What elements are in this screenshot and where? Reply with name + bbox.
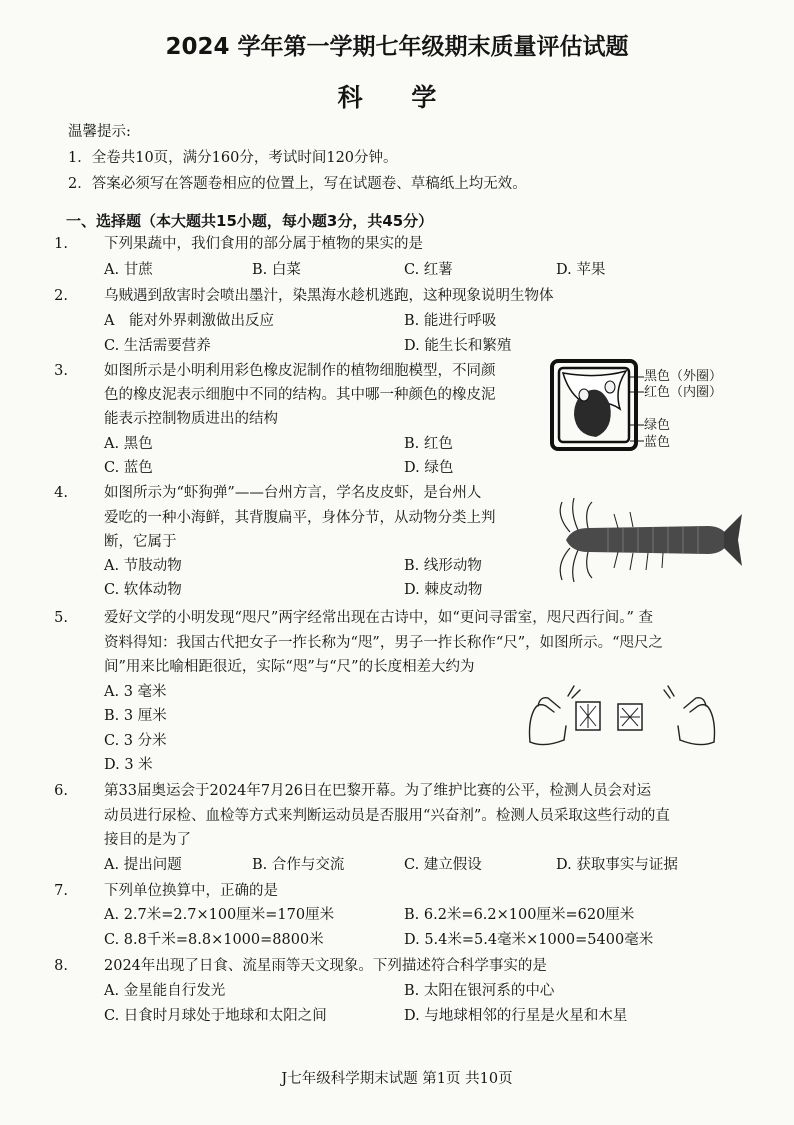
question-text: 接目的是为了 bbox=[104, 832, 191, 848]
option-c: C. 软体动物 bbox=[104, 582, 182, 598]
option-a: A. 3 毫米 bbox=[104, 684, 167, 700]
option-c: C. 蓝色 bbox=[104, 460, 153, 476]
question-text: 能表示控制物质进出的结构 bbox=[104, 411, 278, 427]
option-c: C. 3 分米 bbox=[104, 733, 167, 749]
option-c: C. 生活需要营养 bbox=[104, 338, 211, 354]
cell-label-black: 黑色（外圈） bbox=[644, 369, 723, 384]
option-d: D. 苹果 bbox=[556, 262, 606, 278]
cell-label-red: 红色（内圈） bbox=[644, 385, 723, 400]
option-a: A. 2.7米=2.7×100厘米=170厘米 bbox=[104, 907, 335, 923]
option-d: D. 5.4米=5.4毫米×1000=5400毫米 bbox=[404, 932, 654, 948]
hand-span-figure bbox=[524, 682, 720, 754]
question-number: 8. bbox=[54, 958, 68, 974]
page-footer: J七年级科学期末试题 第1页 共10页 bbox=[281, 1071, 513, 1087]
option-d: D. 棘皮动物 bbox=[404, 582, 483, 598]
notice-item: 1．全卷共10页，满分160分，考试时间120分钟。 bbox=[68, 150, 398, 166]
question-number: 4. bbox=[54, 485, 68, 501]
question-text: 如图所示为“虾狗弹”——台州方言，学名皮皮虾，是台州人 bbox=[104, 485, 482, 501]
question-number: 3. bbox=[54, 363, 68, 379]
option-a: A. 黑色 bbox=[104, 436, 153, 452]
option-d: D. 获取事实与证据 bbox=[556, 857, 678, 873]
question-text: 动员进行尿检、血检等方式来判断运动员是否服用“兴奋剂”。检测人员采取这些行动的直 bbox=[104, 808, 670, 824]
question-text: 第33届奥运会于2024年7月26日在巴黎开幕。为了维护比赛的公平，检测人员会对运 bbox=[104, 783, 652, 799]
question-number: 5. bbox=[54, 610, 68, 626]
option-b: B. 线形动物 bbox=[404, 558, 482, 574]
option-c: C. 建立假设 bbox=[404, 857, 482, 873]
subject-title: 科 学 bbox=[337, 83, 457, 112]
question-text: 资料得知：我国古代把女子一拃长称为“咫”，男子一拃长称作“尺”，如图所示。“咫尺之 bbox=[104, 635, 664, 651]
option-c: C. 红薯 bbox=[404, 262, 453, 278]
question-number: 1. bbox=[54, 236, 68, 252]
option-a: A. 金星能自行发光 bbox=[104, 983, 226, 999]
option-b: B. 3 厘米 bbox=[104, 708, 167, 724]
question-text: 乌贼遇到敌害时会喷出墨汁，染黑海水趁机逃跑，这种现象说明生物体 bbox=[104, 288, 554, 304]
option-b: B. 能进行呼吸 bbox=[404, 313, 497, 329]
option-a: A. 提出问题 bbox=[104, 857, 182, 873]
question-text: 色的橡皮泥表示细胞中不同的结构。其中哪一种颜色的橡皮泥 bbox=[104, 387, 496, 403]
question-number: 7. bbox=[54, 883, 68, 899]
question-text: 断，它属于 bbox=[104, 534, 177, 550]
option-b: B. 6.2米=6.2×100厘米=620厘米 bbox=[404, 907, 635, 923]
exam-title: 2024 学年第一学期七年级期末质量评估试题 bbox=[165, 34, 629, 60]
cell-label-blue: 蓝色 bbox=[644, 435, 671, 450]
option-b: B. 太阳在银河系的中心 bbox=[404, 983, 555, 999]
option-b: B. 白菜 bbox=[252, 262, 301, 278]
question-text: 下列果蔬中，我们食用的部分属于植物的果实的是 bbox=[104, 236, 423, 252]
option-c: C. 8.8千米=8.8×1000=8800米 bbox=[104, 932, 324, 948]
option-d: D. 能生长和繁殖 bbox=[404, 338, 512, 354]
section-heading: 一、选择题（本大题共15小题，每小题3分，共45分） bbox=[66, 212, 434, 230]
question-text: 下列单位换算中，正确的是 bbox=[104, 883, 278, 899]
question-text: 爱吃的一种小海鲜，其背腹扁平，身体分节，从动物分类上判 bbox=[104, 510, 496, 526]
option-d: D. 绿色 bbox=[404, 460, 454, 476]
question-text: 爱好文学的小明发现“咫尺”两字经常出现在古诗中，如“更问寻雷室，咫尺西行间。” 查 bbox=[104, 610, 654, 626]
option-a: A. 甘蔗 bbox=[104, 262, 153, 278]
question-text: 2024年出现了日食、流星雨等天文现象。下列描述符合科学事实的是 bbox=[104, 958, 547, 974]
option-c: C. 日食时月球处于地球和太阳之间 bbox=[104, 1008, 327, 1024]
notice-heading: 温馨提示: bbox=[68, 124, 131, 140]
notice-item: 2．答案必须写在答题卷相应的位置上，写在试题卷、草稿纸上均无效。 bbox=[68, 176, 527, 192]
option-a: A 能对外界刺激做出反应 bbox=[104, 313, 274, 329]
option-d: D. 与地球相邻的行星是火星和木星 bbox=[404, 1008, 628, 1024]
question-number: 6. bbox=[54, 783, 68, 799]
question-number: 2. bbox=[54, 288, 68, 304]
mantis-shrimp-figure bbox=[548, 492, 744, 588]
option-a: A. 节肢动物 bbox=[104, 558, 182, 574]
option-b: B. 红色 bbox=[404, 436, 453, 452]
option-d: D. 3 米 bbox=[104, 757, 153, 773]
question-text: 如图所示是小明利用彩色橡皮泥制作的植物细胞模型，不同颜 bbox=[104, 363, 496, 379]
question-text: 间”用来比喻相距很近，实际“咫”与“尺”的长度相差大约为 bbox=[104, 659, 475, 675]
option-b: B. 合作与交流 bbox=[252, 857, 345, 873]
cell-label-green: 绿色 bbox=[644, 418, 671, 433]
